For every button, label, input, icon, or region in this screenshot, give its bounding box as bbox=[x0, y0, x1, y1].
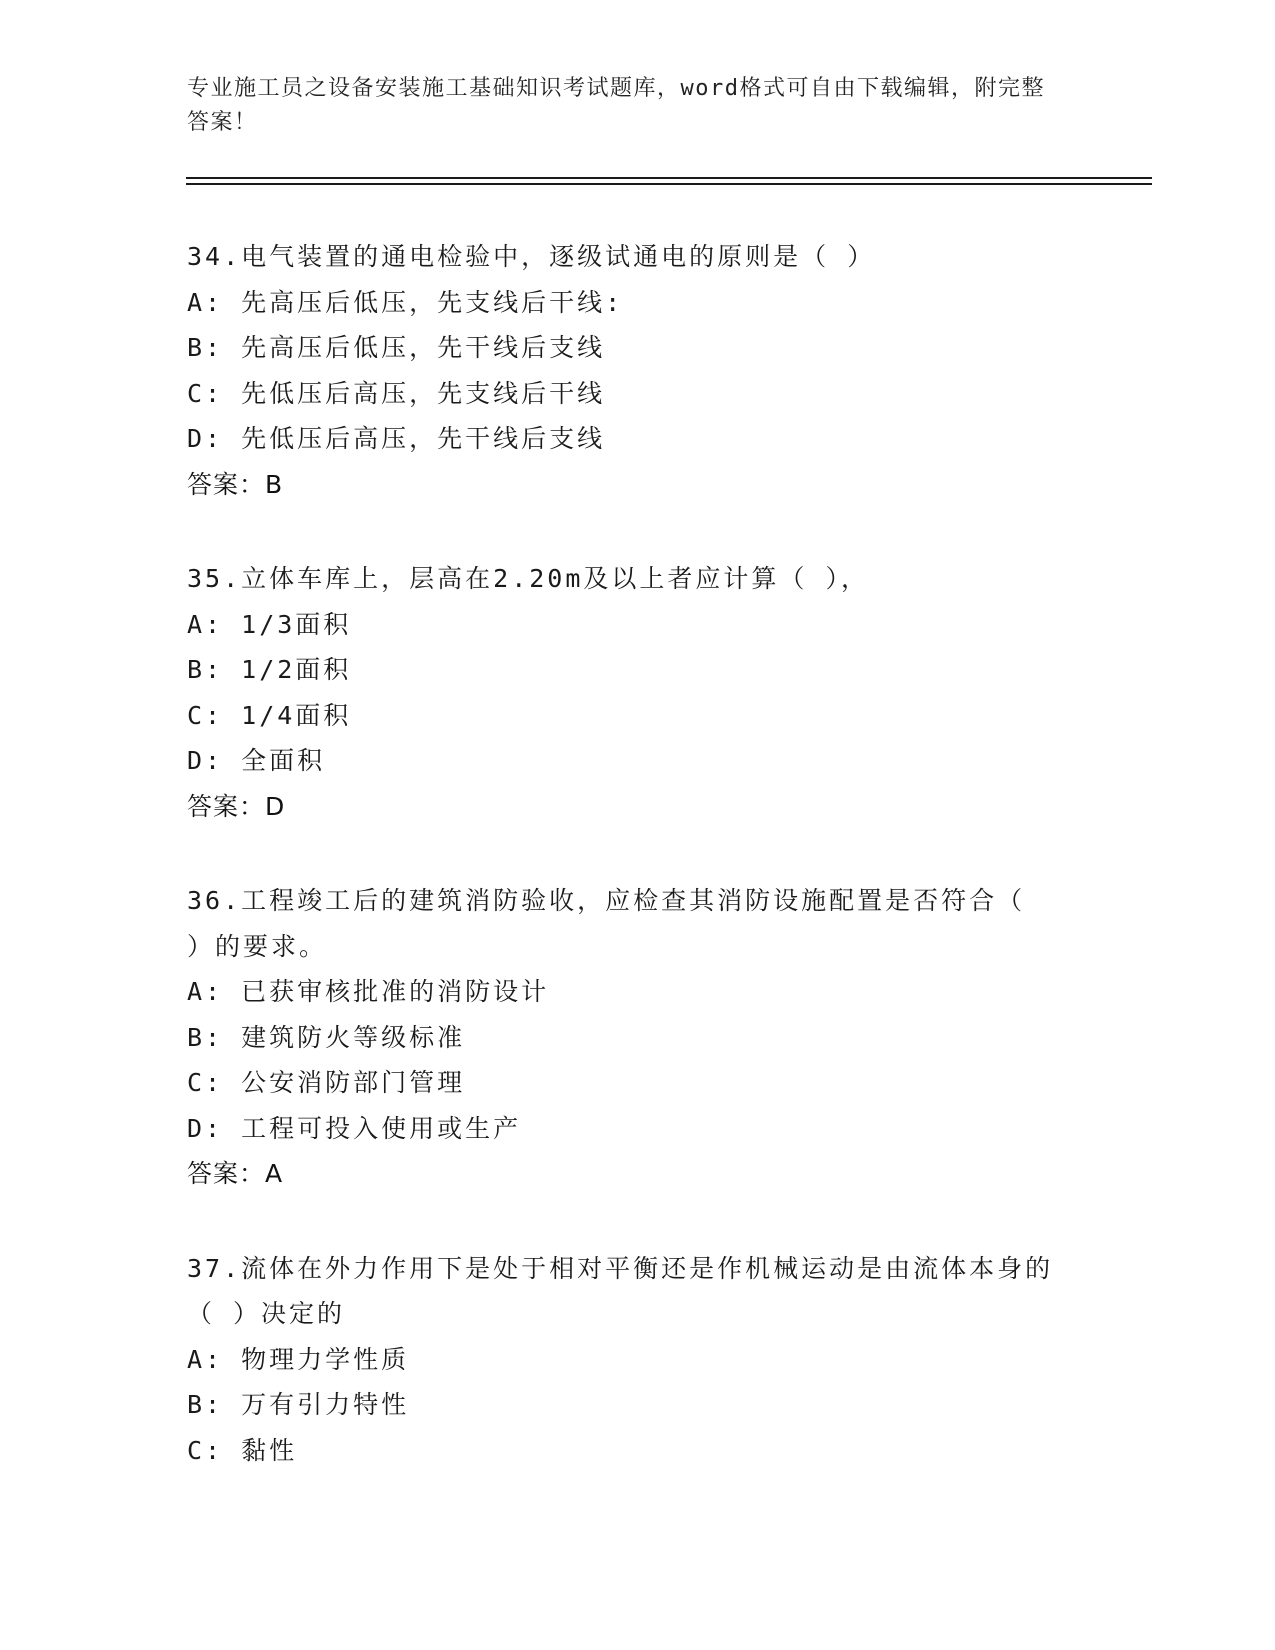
option-b: B: 先高压后低压，先干线后支线 bbox=[187, 333, 606, 362]
option-c: C: 1/4面积 bbox=[187, 700, 352, 730]
question-list bbox=[187, 234, 1107, 1522]
question-stem-continued: （ ）决定的 bbox=[187, 1299, 346, 1328]
document-header: 专业施工员之设备安装施工基础知识考试题库，word格式可自由下载编辑，附完整答案！ bbox=[187, 76, 1045, 135]
option-b: B: 建筑防火等级标准 bbox=[187, 1022, 466, 1052]
option-d: D: 工程可投入使用或生产 bbox=[187, 1113, 522, 1143]
option-b: B: 1/2面积 bbox=[187, 655, 352, 684]
option-c: C: 公安消防部门管理 bbox=[187, 1068, 466, 1097]
option-d: D: 先低压后高压，先干线后支线 bbox=[187, 424, 606, 453]
question-stem: 36.工程竣工后的建筑消防验收，应检查其消防设施配置是否符合（ bbox=[187, 886, 1026, 915]
answer-label: 答案：D bbox=[187, 791, 286, 821]
option-b: B: 万有引力特性 bbox=[187, 1390, 410, 1419]
option-a: A: 物理力学性质 bbox=[187, 1344, 410, 1374]
option-d: D: 全面积 bbox=[187, 746, 326, 775]
question-stem: 35.立体车库上，层高在2.20m及以上者应计算（ ）， bbox=[187, 564, 869, 593]
question-stem-continued: ）的要求。 bbox=[187, 931, 328, 961]
option-c: C: 先低压后高压，先支线后干线 bbox=[187, 378, 606, 408]
header-divider-top bbox=[186, 177, 1152, 179]
question-35 bbox=[187, 556, 1107, 829]
option-a: A: 1/3面积 bbox=[187, 609, 352, 639]
question-37 bbox=[187, 1246, 1107, 1474]
question-36 bbox=[187, 878, 1107, 1197]
answer-label: 答案：B bbox=[187, 469, 284, 499]
question-stem: 37.流体在外力作用下是处于相对平衡还是作机械运动是由流体本身的 bbox=[187, 1253, 1054, 1283]
option-a: A: 已获审核批准的消防设计 bbox=[187, 977, 550, 1006]
option-a: A: 先高压后低压，先支线后干线: bbox=[187, 287, 624, 317]
header-divider-bottom bbox=[186, 183, 1152, 185]
question-stem: 34.电气装置的通电检验中，逐级试通电的原则是（ ） bbox=[187, 242, 876, 271]
option-c: C: 黏性 bbox=[187, 1435, 298, 1465]
question-34 bbox=[187, 234, 1107, 507]
answer-label: 答案：A bbox=[187, 1159, 284, 1188]
